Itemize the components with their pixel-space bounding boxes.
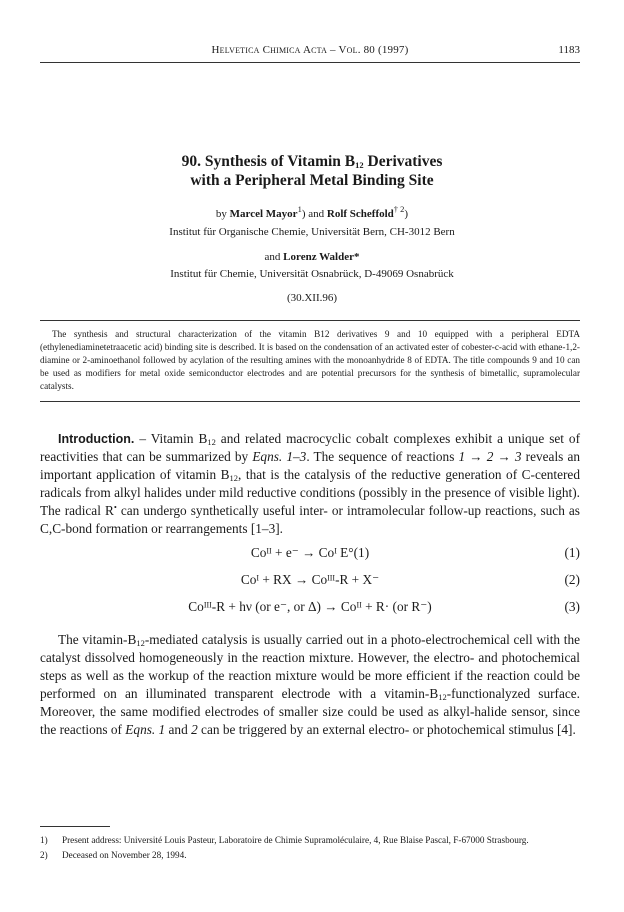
author-walder: Lorenz Walder*: [283, 251, 360, 263]
p2-text-c: -functionalyzed surface. Moreover, the same modified electrodes of smaller size could be used as alkyl-halide sensor, since the reactions of: [40, 686, 580, 737]
equation-2-number: (2): [564, 572, 580, 587]
equation-2: [40, 571, 580, 595]
p2-text-b: -mediated catalysis is usually carried out in a photo-electrochemical cell with the catalyst dissolved homogeneously in the reaction mixture. However, the electro- and photochemical steps as well as the workup of the reaction mixture would be more efficient if the reaction could be performed on an illuminated transparent electrode with a vitamin-B: [40, 632, 580, 701]
intro-sequence: 1 → 2 → 3: [458, 449, 522, 464]
title-line-1: [0, 152, 624, 171]
equation-2-expression: Coᴵ + RX → Coᴵᴵᴵ-R + X⁻: [240, 572, 380, 587]
equation-3: [40, 598, 580, 622]
footnote-rule: [40, 826, 110, 827]
author-mayor-footnote: 1: [297, 204, 302, 214]
author-scheffold-footnote: † 2: [393, 204, 405, 214]
footnote-2-text: Deceased on November 28, 1994.: [62, 849, 187, 860]
and-word-2: and: [264, 251, 281, 263]
equation-3-number: (3): [564, 599, 580, 614]
affiliation-bern: Institut für Organische Chemie, Universität Bern, CH-3012 Bern: [169, 226, 455, 238]
and-word: and: [308, 208, 325, 220]
footnote-2: [40, 849, 580, 862]
article-body: [40, 430, 580, 739]
p2-eq-two: 2: [191, 722, 198, 737]
footnote-1: [40, 834, 580, 847]
p2-text-e: can be triggered by an external electro- or photochemical stimulus [4].: [197, 722, 576, 737]
intro-text-b: and related macrocyclic cobalt complexes exhibit a unique set of reactivities that can be summarized by: [40, 431, 581, 464]
intro-sub-2: 12: [229, 473, 239, 483]
equation-1-number: (1): [564, 545, 580, 560]
author-line: by Marcel Mayor$^1$) and Rolf Scheffold$^{\dagger 2}$): [215, 204, 409, 220]
equation-block: [40, 544, 580, 622]
p2-sub-2: 12: [438, 692, 447, 702]
intro-text-d: reveals an important application of vitamin B: [40, 449, 580, 482]
title-text-b: Derivatives: [367, 153, 443, 170]
intro-text-c: . The sequence of reactions: [306, 449, 459, 464]
intro-sub-1: 12: [207, 437, 216, 447]
p2-sub-1: 12: [136, 638, 145, 648]
title-subscript: 12: [355, 160, 364, 170]
running-header: [40, 44, 580, 63]
intro-heading: Introduction.: [58, 432, 135, 446]
journal-citation: Helvetica Chimica Acta – Vol. 80 (1997): [211, 44, 409, 56]
equation-3-expression: Coᴵᴵᴵ-R + hν (or e⁻, or Δ) → Coᴵᴵ + R· (or R⁻): [188, 599, 432, 614]
second-author-line: [0, 251, 624, 263]
received-date: (30.XII.96): [286, 292, 338, 304]
equation-1: [40, 544, 580, 568]
article-number: 90.: [181, 153, 201, 170]
intro-text-a: – Vitamin B: [134, 431, 208, 446]
title-text-a: Synthesis of Vitamin B: [204, 153, 356, 170]
intro-text-f: can undergo synthetically useful inter- or intramolecular follow-up reactions, such as C,C-bond formation or rearrangements [1–3].: [40, 503, 580, 536]
by-word: by: [215, 208, 227, 220]
p2-text-d: and: [165, 722, 192, 737]
page-number: 1183: [558, 44, 580, 56]
p2-text-a: The vitamin-B: [58, 632, 137, 647]
footnote-1-mark: 1): [40, 835, 48, 845]
intro-paragraph: [40, 430, 580, 538]
article-title: [0, 152, 624, 190]
footnote-2-mark: 2): [40, 849, 48, 860]
author-scheffold: Rolf Scheffold: [326, 208, 394, 220]
footnote-1-text: Present address: Université Louis Pasteur, Laboratoire de Chimie Supramoléculaire, 4, Rue Blaise Pascal, F-67000 Strasbourg.: [62, 835, 529, 845]
footnotes: [40, 834, 580, 863]
title-line-2: with a Peripheral Metal Binding Site: [190, 172, 434, 189]
equation-1-expression: Coᴵᴵ + e⁻ → Coᴵ E°(1): [250, 545, 370, 560]
affiliation-osnabrueck: Institut für Chemie, Universität Osnabrück, D-49069 Osnabrück: [170, 268, 454, 280]
intro-eqns-ref: Eqns. 1–3: [252, 449, 307, 464]
intro-text-e: , that is the catalysis of the reductive generation of C-centered radicals from alkyl halides under mild reductive conditions (possibly in the presence of visible light). The radical R: [40, 467, 580, 518]
abstract: [40, 320, 580, 402]
author-mayor: Marcel Mayor: [229, 208, 298, 220]
abstract-text: The synthesis and structural characterization of the vitamin B12 derivatives 9 and 10 equipped with a peripheral EDTA (ethylenediaminetetraacetic acid) binding site is described. It is based on the condensation of an activated ester of cobester-c-acid with ethane-1,2-diamine or 2-aminoethanol followed by acylation of the resulting amines with the monoanhydride 8 of EDTA. The title compounds 9 and 10 can be used as modifiers for metal oxide semiconductor electrodes and are potential precursors for the synthesis of bimetallic, supramolecular catalysts.: [40, 329, 580, 391]
radical-dot: •: [113, 502, 117, 512]
second-paragraph: [40, 631, 580, 739]
p2-eqns-ref: Eqns. 1: [125, 722, 166, 737]
